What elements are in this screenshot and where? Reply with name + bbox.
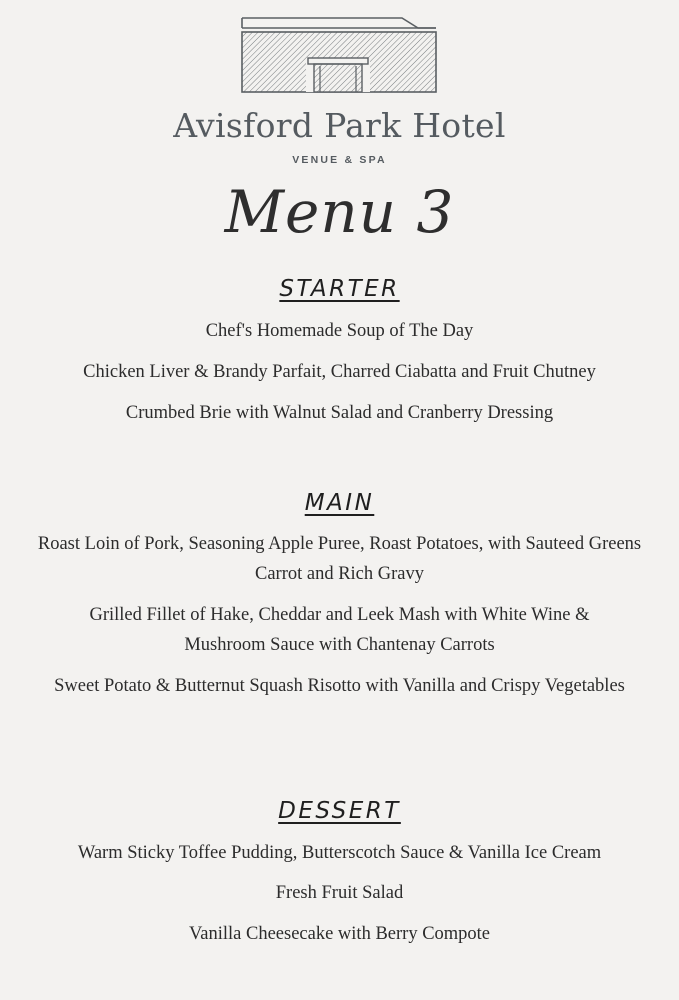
starter-item-3: Crumbed Brie with Walnut Salad and Cranberry Dressing bbox=[125, 403, 554, 423]
dessert-item-3: Vanilla Cheesecake with Berry Compote bbox=[188, 924, 491, 944]
main-item-2: Grilled Fillet of Hake, Cheddar and Leek Mash with White Wine & Mushroom Sauce with Chantenay Carrots bbox=[89, 605, 590, 655]
dessert-heading: DESSERT bbox=[278, 798, 401, 824]
dessert-item-1: Warm Sticky Toffee Pudding, Butterscotch Sauce & Vanilla Ice Cream bbox=[77, 843, 602, 863]
starter-heading: STARTER bbox=[279, 276, 400, 302]
building-outline-icon bbox=[240, 16, 440, 96]
hotel-subtitle: VENUE & SPA bbox=[292, 154, 387, 166]
menu-title: Menu 3 bbox=[224, 178, 455, 246]
hotel-name: Avisford Park Hotel bbox=[173, 106, 506, 145]
main-item-3: Sweet Potato & Butternut Squash Risotto with Vanilla and Crispy Vegetables bbox=[54, 676, 625, 696]
starter-item-2: Chicken Liver & Brandy Parfait, Charred Ciabatta and Fruit Chutney bbox=[83, 362, 596, 382]
starter-item-1: Chef's Homemade Soup of The Day bbox=[205, 321, 474, 341]
dessert-item-2: Fresh Fruit Salad bbox=[275, 883, 404, 903]
hotel-logo bbox=[0, 0, 679, 180]
main-heading: MAIN bbox=[304, 490, 375, 516]
main-item-1: Roast Loin of Pork, Seasoning Apple Puree, Roast Potatoes, with Sauteed Greens Carrot and Rich Gravy bbox=[37, 534, 642, 584]
